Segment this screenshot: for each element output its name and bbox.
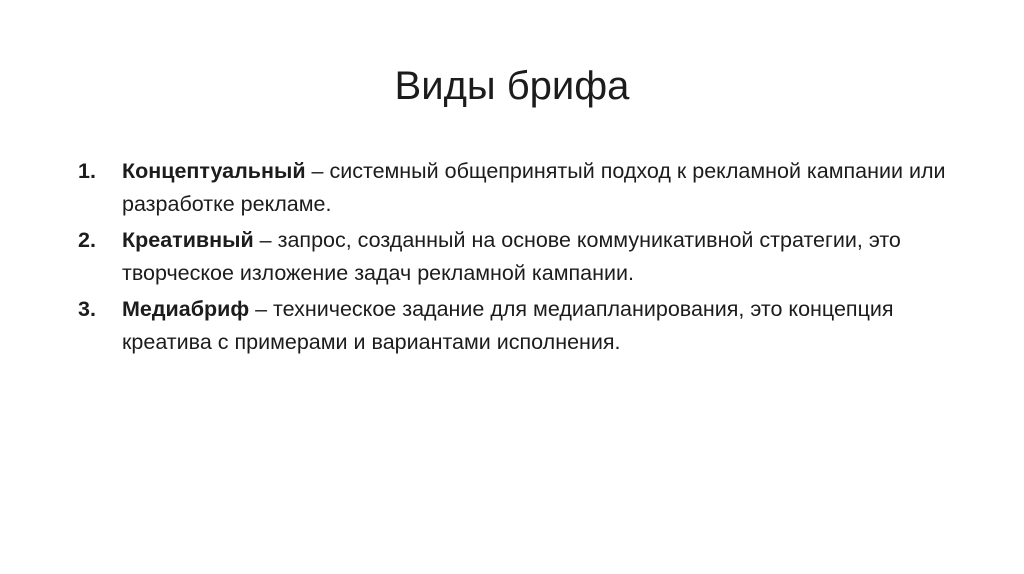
list-item — [78, 224, 958, 290]
list-item-description: – запрос, созданный на основе коммуникативной стратегии, это творческое изложение задач рекламной кампании. — [122, 228, 901, 285]
list-item-term: Концептуальный — [122, 159, 306, 183]
list-item-number: 2. — [78, 228, 96, 252]
brief-types-list — [78, 155, 958, 362]
slide-title: Виды брифа — [394, 64, 630, 108]
list-item-description: – техническое задание для медиапланирования, это концепция креатива с примерами и вариантами исполнения. — [122, 297, 894, 354]
list-item-number: 3. — [78, 297, 96, 321]
list-item-number: 1. — [78, 159, 96, 183]
list-item — [78, 155, 958, 221]
list-item-term: Медиабриф — [122, 297, 250, 321]
list-item-term: Креативный — [122, 228, 254, 252]
list-item — [78, 293, 958, 359]
list-item-description: – системный общепринятый подход к рекламной кампании или разработке рекламе. — [122, 159, 946, 216]
